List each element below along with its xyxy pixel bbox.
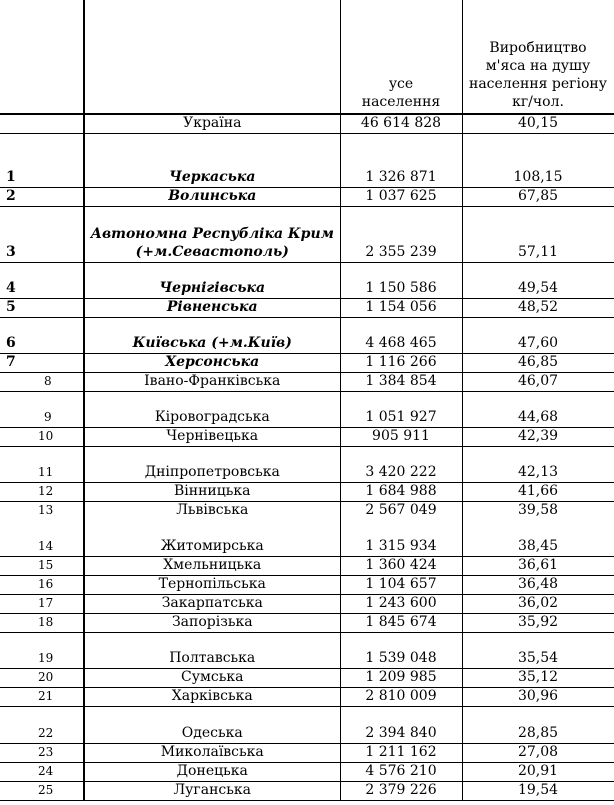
region-cell: Одеська — [84, 707, 340, 744]
population-cell: 2 394 840 — [340, 707, 462, 744]
rank-cell: 2 — [0, 188, 84, 207]
population-cell: 2 379 226 — [340, 782, 462, 801]
meat-cell: 20,91 — [462, 763, 614, 782]
table-row — [0, 782, 614, 801]
region-cell: Хмельницька — [84, 557, 340, 576]
meat-cell: 28,85 — [462, 707, 614, 744]
table-row — [0, 354, 614, 373]
table-row — [0, 299, 614, 318]
rank-cell: 18 — [0, 614, 84, 633]
population-cell: 905 911 — [340, 428, 462, 447]
meat-cell: 36,48 — [462, 576, 614, 595]
population-cell: 1 211 162 — [340, 744, 462, 763]
meat-cell: 35,54 — [462, 633, 614, 669]
rank-cell: 12 — [0, 483, 84, 502]
population-header: усе населення — [340, 0, 462, 114]
meat-cell: 57,11 — [462, 207, 614, 263]
rank-cell: 3 — [0, 207, 84, 263]
region-cell: Чернігівська — [84, 263, 340, 299]
meat-header: Виробництво м'яса на душу населення регіону кг/чол. — [462, 0, 614, 114]
rank-cell: 14 — [0, 521, 84, 557]
region-cell: Запорізька — [84, 614, 340, 633]
meat-cell: 48,52 — [462, 299, 614, 318]
rank-cell: 16 — [0, 576, 84, 595]
rank-cell: 9 — [0, 392, 84, 428]
region-cell: Черкаська — [84, 134, 340, 188]
rank-cell: 17 — [0, 595, 84, 614]
region-cell: Луганська — [84, 782, 340, 801]
rank-cell: 10 — [0, 428, 84, 447]
region-cell: Волинська — [84, 188, 340, 207]
table-row — [0, 447, 614, 483]
meat-cell: 36,61 — [462, 557, 614, 576]
region-cell: Вінницька — [84, 483, 340, 502]
meat-cell: 46,85 — [462, 354, 614, 373]
table-row — [0, 188, 614, 207]
region-cell: Автономна Республіка Крим (+м.Севастополь) — [84, 207, 340, 263]
region-cell: Київська (+м.Київ) — [84, 318, 340, 354]
population-cell: 2 355 239 — [340, 207, 462, 263]
table-row — [0, 557, 614, 576]
rank-cell: 24 — [0, 763, 84, 782]
table-row — [0, 318, 614, 354]
population-cell: 1 104 657 — [340, 576, 462, 595]
table-row — [0, 576, 614, 595]
meat-cell: 49,54 — [462, 263, 614, 299]
meat-cell: 39,58 — [462, 502, 614, 521]
region-cell: Полтавська — [84, 633, 340, 669]
table-row — [0, 207, 614, 263]
table-row — [0, 502, 614, 521]
total-name: Україна — [84, 114, 340, 134]
population-cell: 1 326 871 — [340, 134, 462, 188]
table-row — [0, 688, 614, 707]
population-cell: 4 468 465 — [340, 318, 462, 354]
total-population: 46 614 828 — [340, 114, 462, 134]
rank-cell: 22 — [0, 707, 84, 744]
region-cell: Дніпропетровська — [84, 447, 340, 483]
table-row — [0, 483, 614, 502]
region-cell: Житомирська — [84, 521, 340, 557]
population-cell: 1 360 424 — [340, 557, 462, 576]
region-cell: Кіровоградська — [84, 392, 340, 428]
population-cell: 1 845 674 — [340, 614, 462, 633]
table-row — [0, 669, 614, 688]
rank-cell: 13 — [0, 502, 84, 521]
rank-cell: 7 — [0, 354, 84, 373]
population-cell: 1 209 985 — [340, 669, 462, 688]
region-cell: Тернопільська — [84, 576, 340, 595]
region-cell: Закарпатська — [84, 595, 340, 614]
meat-cell: 36,02 — [462, 595, 614, 614]
meat-cell: 108,15 — [462, 134, 614, 188]
rank-cell: 20 — [0, 669, 84, 688]
table-row — [0, 134, 614, 188]
rank-header-cell — [0, 0, 84, 114]
table-row — [0, 373, 614, 392]
population-cell: 3 420 222 — [340, 447, 462, 483]
table-row — [0, 428, 614, 447]
meat-cell: 38,45 — [462, 521, 614, 557]
region-cell: Львівська — [84, 502, 340, 521]
table-row — [0, 744, 614, 763]
table-row — [0, 392, 614, 428]
population-cell: 1 315 934 — [340, 521, 462, 557]
meat-cell: 47,60 — [462, 318, 614, 354]
rank-cell: 11 — [0, 447, 84, 483]
region-cell: Рівненська — [84, 299, 340, 318]
region-cell: Донецька — [84, 763, 340, 782]
population-cell: 1 539 048 — [340, 633, 462, 669]
meat-cell: 42,13 — [462, 447, 614, 483]
rank-cell: 5 — [0, 299, 84, 318]
rank-cell: 23 — [0, 744, 84, 763]
region-cell: Чернівецька — [84, 428, 340, 447]
table-row — [0, 763, 614, 782]
rank-cell: 21 — [0, 688, 84, 707]
total-row — [0, 114, 614, 134]
rank-cell: 25 — [0, 782, 84, 801]
rank-cell: 4 — [0, 263, 84, 299]
meat-cell: 35,92 — [462, 614, 614, 633]
region-cell: Сумська — [84, 669, 340, 688]
rank-cell: 1 — [0, 134, 84, 188]
population-cell: 1 116 266 — [340, 354, 462, 373]
table-row — [0, 707, 614, 744]
population-cell: 2 810 009 — [340, 688, 462, 707]
meat-cell: 42,39 — [462, 428, 614, 447]
meat-cell: 19,54 — [462, 782, 614, 801]
total-meat: 40,15 — [462, 114, 614, 134]
meat-cell: 46,07 — [462, 373, 614, 392]
population-cell: 1 684 988 — [340, 483, 462, 502]
table-row — [0, 595, 614, 614]
table-row — [0, 263, 614, 299]
meat-cell: 27,08 — [462, 744, 614, 763]
region-cell: Івано-Франківська — [84, 373, 340, 392]
population-cell: 4 576 210 — [340, 763, 462, 782]
rank-cell: 15 — [0, 557, 84, 576]
rank-cell: 8 — [0, 373, 84, 392]
region-cell: Миколаївська — [84, 744, 340, 763]
population-cell: 1 037 625 — [340, 188, 462, 207]
population-cell: 2 567 049 — [340, 502, 462, 521]
header-row — [0, 0, 614, 114]
table-row — [0, 633, 614, 669]
population-cell: 1 051 927 — [340, 392, 462, 428]
meat-cell: 44,68 — [462, 392, 614, 428]
region-cell: Харківська — [84, 688, 340, 707]
rank-cell: 6 — [0, 318, 84, 354]
population-cell: 1 384 854 — [340, 373, 462, 392]
meat-cell: 35,12 — [462, 669, 614, 688]
population-cell: 1 243 600 — [340, 595, 462, 614]
rank-cell: 19 — [0, 633, 84, 669]
region-header-cell — [84, 0, 340, 114]
meat-cell: 41,66 — [462, 483, 614, 502]
meat-cell: 67,85 — [462, 188, 614, 207]
region-cell: Херсонська — [84, 354, 340, 373]
table-row — [0, 521, 614, 557]
table-row — [0, 614, 614, 633]
population-cell: 1 154 056 — [340, 299, 462, 318]
population-cell: 1 150 586 — [340, 263, 462, 299]
meat-cell: 30,96 — [462, 688, 614, 707]
